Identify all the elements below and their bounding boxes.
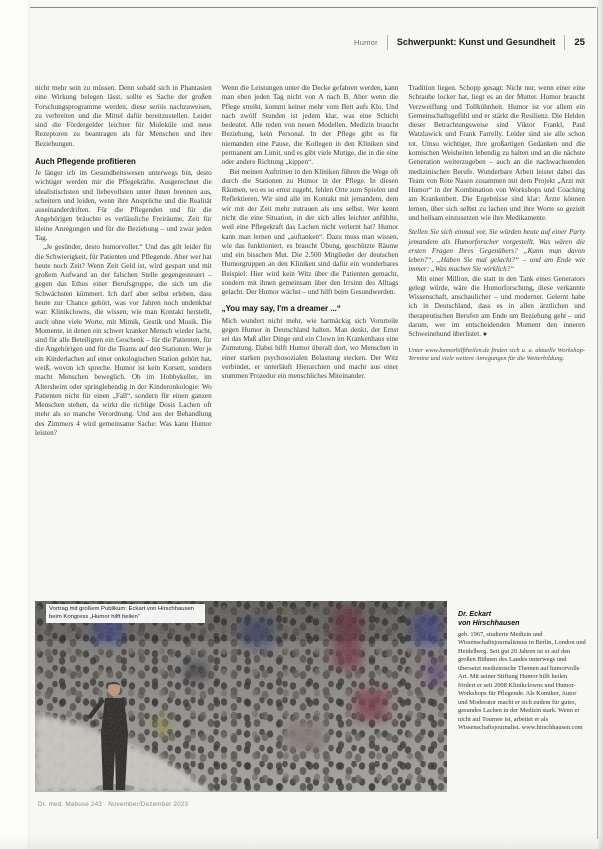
column-2 (222, 84, 399, 605)
author-bio: geb. 1967, studierte Medizin und Wissenschaftsjournalismus in Berlin, London und Heidelberg. Seit gut 20 Jahren ist er auf den großen Bühnen des Landes unterwegs und übersetzt medizinische Themen auf humorvolle Art. Mit seiner Stiftung Humor hilft heilen fördert er seit 2008 Klinikclowns und Humor-Workshops für Pflegende. Als Komiker, Autor und Moderator macht er sich zudem für gutes, gesundes Lachen in der Medizin stark. Wenn er nicht auf Tournee ist, arbeitet er als Wissenschaftsjournalist. www.hirschhausen.com (458, 630, 586, 732)
column-3 (408, 84, 585, 605)
paragraph: Tradition liegen. Schopp gesagt: Nicht nur, wenn einer eine Schraube locker hat, liegt es an der Mutter. Humor braucht Verzweiflung und Tollkühnheit. Humor ist vor allem ein Gemeinschaftsgefühl und er stärkt die Resilienz. Die Helden dieser Betrachtungsweise sind Viktor Frankl, Paul Watzlawick und Frank Farrelly. Leider sind sie alle schon tot. Umso wichtiger, ihre großartigen Gedanken und die komischen Weisheiten lebendig zu halten und an die nächste Generation weiterzugeben – auch an die nachwachsenden medizinischen Berufe. Wunderbare Arbeit leistet dabei das Team von Rote Nasen zusammen mit dem Projekt „Arzt mit Humor“ in der Kombination von Workshops und Coaching am Krankenbett. Die Ergebnisse sind klar: Ärzte können lernen, über sich selbst zu lachen und ihre Worte so gezielt und heilsam einzusetzen wie ihre Medikamente. (408, 84, 586, 222)
weblink-note: Unter www.humorhilftheilen.de finden sich u. a. aktuelle Workshop-Termine und viele weitere Anregungen für die Weiterbildung. (408, 346, 586, 362)
header-divider (387, 35, 388, 50)
page-edge-shadow (0, 835, 603, 849)
subheading-dreamer: „You may say, I'm a dreamer ...“ (221, 304, 341, 314)
paragraph: Bei meinen Auftritten in den Kliniken führen die Wege oft durch die Stationen zu Humor in der Pflege. In diesen Räumen, wo es so ernst zugeht, fehlen Orte zum Spielen und Reflektieren. Wir sind alle im Kontakt mit jemandem, dem wir mit der Zeit mehr zutrauen als uns selbst. Wer kennt nicht die eine Situation, in der sich alles leichter anfühlte, weil eine Pflegekraft das Lachen nicht verlernt hat? Humor kann man lernen und „auftanken“. Dazu muss man wissen, wie das funktioniert, es braucht Übung, geschützte Räume und ein bisschen Mut. Die 2.500 Mitglieder der deutschen Humorgruppen an den Kliniken sind dafür ein wunderbares Beispiel: Hier wird kein Witz über die Patienten gemacht, sondern mit ihnen gemeinsam über den Irrsinn des Alltags gelacht. Der Humor wächst – und hilft beim Gesundwerden. (221, 167, 399, 297)
page-edge-line-top (30, 7, 596, 8)
paragraph: „Je gesünder, desto humorvoller.“ Und das gilt leider für die Schwierigkeit, für Patienten und Pflegende. Aber wer hat heute noch Zeit? Wenn Zeit Geld ist, wird gespart und mit großem Aufwand an der falschen Stelle gegengesteuert – gegen das Ethos einer Berufsgruppe, die sich um die Schwächsten kümmert. Ich darf aber selbst erleben, dass heute zur Chance gehört, was vor Jahren noch undenkbar war: Klinikclowns, die wissen, wie man Kontakt herstellt, auch ohne viele Worte, mit Mimik, Gestik und Musik. Die Momente, in denen ein schwer kranker Mensch wieder lacht, sind für alle Beteiligten ein Geschenk – für die Patienten, für die Angehörigen und für die Teams auf den Stationen. Wer je ein Kinderlachen auf einer onkologischen Station gehört hat, weiß, wovon ich spreche. Humor ist kein Korsett, sondern macht Menschen beweglich. Ob im Hobbykeller, im Altersheim oder springlebendig in der Kinderonkologie: Wo Patienten nicht für einen „Fall“, sondern für einen ganzen Menschen stehen, da wirkt die richtige Dosis Lachen oft mehr als so manche Verordnung. Und aus der Behandlung des Zimmers 4 wird gemeinsame Sache: Was kann Humor leisten? (35, 243, 212, 437)
author-name (458, 610, 586, 628)
author-name-line1: Dr. Eckart (458, 610, 492, 618)
page-edge-line-right (597, 7, 598, 839)
audience-photo-graphic (35, 601, 447, 792)
photo-caption: Vortrag mit großem Publikum: Eckart von Hirschhausen beim Kongress „Humor hilft heilen“ (46, 604, 205, 623)
page-left-margin (0, 0, 29, 849)
page-number: 25 (574, 36, 585, 48)
paragraph: Mich wundert nicht mehr, wie hartnäckig sich Vorurteile gegen Humor in Deutschland halten. Man denkt, der Ernst sei das Maß aller Dinge und ein Clown im Krankenhaus eine Zumutung. Dabei hilft Humor überall dort, wo Menschen in einer starken psychosozialen Belastung stecken. Der Witz verbindet, er unterläuft Hierarchien und macht aus einer stummen Prozedur ein menschliches Miteinander. (221, 316, 399, 381)
header-title: Schwerpunkt: Kunst und Gesundheit (396, 37, 556, 47)
author-box (458, 610, 586, 733)
footer-imprint: Dr. med. Mabuse 243 · November/Dezember 2023 (38, 801, 189, 808)
subheading-pflegende: Auch Pflegende profitieren (35, 156, 136, 166)
column-1 (35, 84, 212, 605)
article-body (35, 84, 585, 605)
paragraph: Wenn die Leistungen unter die Decke gefahren werden, kann man eben jeden Tag nicht von A nach B. Aber wenn die Pflege streikt, kommt keiner mehr vom Bett aufs Klo. Und nach zwölf Stunden ist jedem klar, was eine Schicht bedeutet. Alle reden von neuen Modellen. Medizin braucht Beziehung, kein Personal. In der Pflege gibt es für niemanden eine Pause, die Kollegen in den Kliniken sind permanent am Limit, und es gibt viele Mutige, die in die eine oder andere Richtung „kippen“. (221, 84, 399, 167)
paragraph: Mit einer Million, die statt in den Tank eines Generators gelegt würde, wäre die Humorforschung, diese verkannte Wissenschaft, anschaulicher – und moderner. Gelernt habe ich in Deutschland, dass es in allen ärztlichen und therapeutischen Berufen am Ende um Beziehung geht – und darum, wer im entscheidenden Moment den inneren Schweinehund überlistet. ● (408, 274, 586, 339)
header-divider (564, 35, 565, 50)
page-right-margin (598, 0, 603, 849)
paragraph: nicht mehr sein zu müssen. Denn sobald sich in Phantasien eine Wirkung belegen lässt, sollte es Sache der großen Forschungsprogramme werden, diese seriös nachzuweisen, zu verbreiten und die Mittel dafür bereitzustellen. Leider sind die Fördergelder leichter für Moleküle und neue Rezeptoren zu beantragen als für Menschen und ihre Beziehungen. (35, 84, 212, 148)
author-name-line2: von Hirschhausen (458, 618, 520, 627)
paragraph: Je länger ich im Gesundheitswesen unterwegs bin, desto wichtiger werden mir die Pflegekräfte. Ausgerechnet die idealistischsten und liebevollsten unter ihnen brennen aus, scheitern und leiden, wenn ihre Ansprüche und die Realität auseinanderdriften. Für die Pflegenden und für die Angehörigen bräuchte es verlässliche Freiräume, Zeit für kleine Anregungen und für die Beziehung – und zwar jeden Tag. (35, 169, 212, 243)
header-section-label: Humor (354, 37, 378, 47)
interview-question: Stellen Sie sich einmal vor, Sie würden heute auf einer Party jemandem als Humorforscher vorgestellt. Was wären die ersten Fragen Ihres Gegenübers? „Kann man davon leben?“, „Haben Sie mal gelacht?“ – und am Ende wie immer: „Was machen Sie wirklich?“ (408, 228, 586, 274)
audience-photo (35, 601, 447, 792)
page-header (0, 33, 585, 51)
